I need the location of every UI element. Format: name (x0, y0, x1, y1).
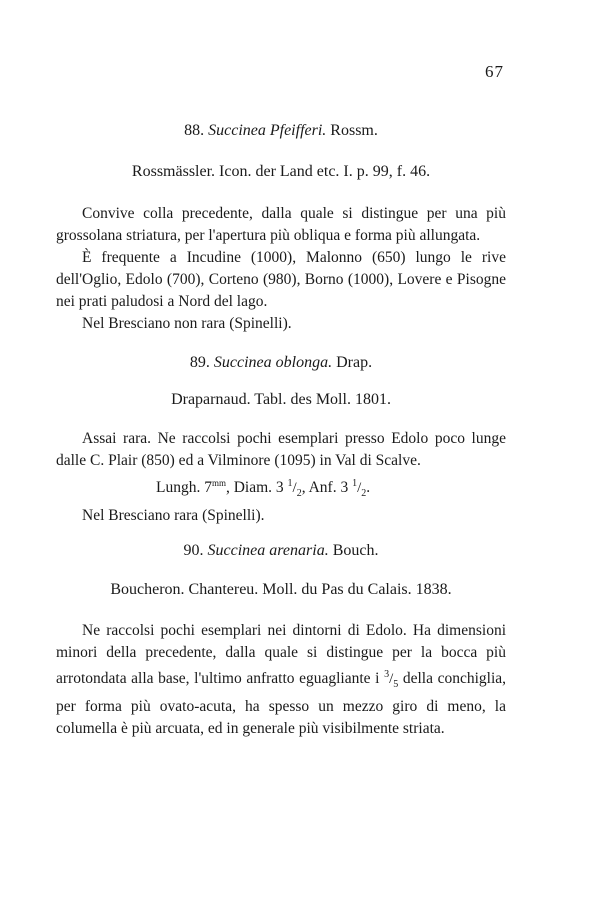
diameter-label: , Diam. 3 (225, 479, 284, 497)
species-name: Succinea oblonga. (213, 354, 333, 371)
length-unit: mm (211, 478, 226, 488)
paragraph: È frequente a Incudine (1000), Malonno (650) lungo le rive dell'Oglio, Edolo (700), Corteno (980), Borno (1000), Lovere e Pisogne nei prati paludosi a Nord del lago. (56, 249, 506, 310)
paragraph: Nel Bresciano rara (Spinelli). (82, 507, 265, 525)
reference-line: Draparnaud. Tabl. des Moll. 1801. (171, 391, 391, 408)
entry-88-body (56, 203, 506, 335)
entry-88-reference (56, 163, 506, 181)
entry-heading (56, 122, 506, 140)
entry-88 (56, 122, 506, 140)
species-author: Rossm. (330, 122, 378, 139)
paragraph: Nel Bresciano non rara (Spinelli). (82, 315, 292, 332)
entry-90 (56, 542, 506, 560)
aperture-label: , Anf. 3 (301, 479, 349, 497)
species-name: Succinea Pfeifferi. (208, 122, 327, 139)
entry-89 (56, 354, 506, 372)
reference-line: Rossmässler. Icon. der Land etc. I. p. 99, f. 46. (131, 163, 431, 180)
entry-number: 90. (183, 542, 204, 559)
paragraph: Convive colla precedente, dalla quale si distingue per una più grossolana striatura, per l'apertura più obliqua e forma più allungata. (56, 205, 506, 244)
entry-90-body (56, 620, 506, 740)
measurements-line: Lungh. $7^{mm}$, Diam. 3 $^1/_2$, Anf. 3 $^1/_2$. (156, 478, 371, 500)
species-name: Succinea arenaria. (207, 542, 329, 559)
aperture-fraction: $^1/_2$ (352, 478, 367, 500)
paragraph: Ne raccolsi pochi esemplari nei dintorni di Edolo. Ha dimensioni minori della precedente, dalla quale si distingue per la bocca più arrotondata alla base, l'ultimo anfratto eguagliante i $^3/_5$ della conchiglia, per forma più ovato-acuta, ha spesso un mezzo giro di meno, la columella è più arcuata, ed in generale più visibilmente striata. (56, 622, 507, 737)
entry-heading (56, 542, 506, 560)
entry-90-reference (56, 581, 506, 599)
entry-heading (56, 354, 506, 372)
page-number: 67 (485, 62, 504, 81)
length-label: Lungh. 7 (156, 479, 212, 497)
diameter-fraction: $^1/_2$ (287, 478, 302, 500)
fraction: $^3/_5$ (384, 669, 399, 690)
species-author: Drap. (336, 354, 373, 371)
entry-number: 88. (184, 122, 205, 139)
paragraph: Assai rara. Ne raccolsi pochi esemplari presso Edolo poco lunge dalle C. Plair (850) ed a Vilminore (1095) in Val di Scalve. (56, 430, 506, 469)
entry-89-reference (56, 391, 506, 409)
reference-line: Boucheron. Chantereu. Moll. du Pas du Calais. 1838. (110, 581, 452, 598)
species-author: Bouch. (332, 542, 379, 559)
entry-number: 89. (189, 354, 210, 371)
entry-89-body (56, 428, 506, 527)
